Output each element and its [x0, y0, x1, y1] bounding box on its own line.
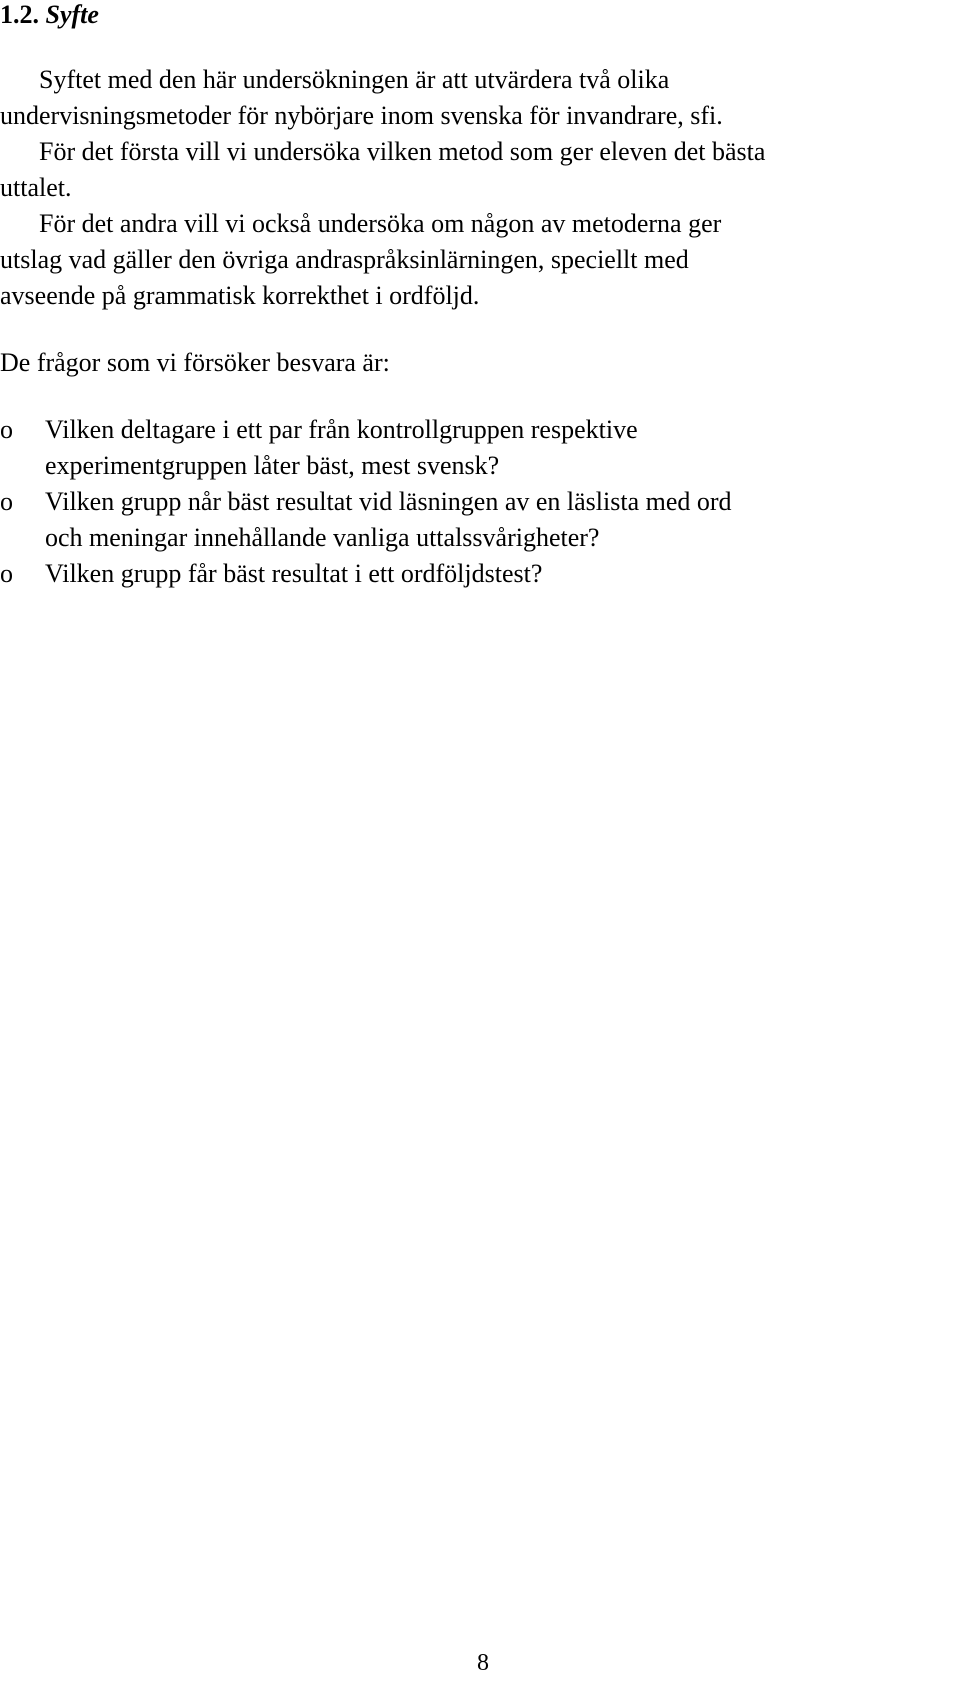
bullet-marker: o: [0, 559, 13, 588]
paragraph-line: undervisningsmetoder för nybörjare inom svenska för invandrare, sfi.: [0, 101, 723, 130]
question-text: experimentgruppen låter bäst, mest svensk?: [45, 451, 500, 480]
question-text: och meningar innehållande vanliga uttalssvårigheter?: [45, 523, 600, 552]
paragraph-line: För det andra vill vi också undersöka om någon av metoderna ger: [39, 209, 722, 238]
paragraph-line: För det första vill vi undersöka vilken metod som ger eleven det bästa: [39, 137, 766, 166]
section-number: 1.2.: [0, 0, 39, 29]
section-heading: [0, 0, 99, 32]
paragraph-line: utslag vad gäller den övriga andraspråksinlärningen, speciellt med: [0, 245, 689, 274]
question-text: Vilken grupp får bäst resultat i ett ordföljdstest?: [45, 559, 543, 588]
questions-intro: De frågor som vi försöker besvara är:: [0, 348, 390, 377]
page-number: 8: [477, 1650, 489, 1676]
question-text: Vilken grupp når bäst resultat vid läsningen av en läslista med ord: [45, 487, 732, 516]
bullet-marker: o: [0, 487, 13, 516]
paragraph-line: Syftet med den här undersökningen är att utvärdera två olika: [39, 65, 670, 94]
bullet-marker: o: [0, 415, 13, 444]
section-title: Syfte: [45, 0, 99, 29]
paragraph-line: uttalet.: [0, 173, 72, 202]
paragraph-line: avseende på grammatisk korrekthet i ordföljd.: [0, 281, 480, 310]
question-text: Vilken deltagare i ett par från kontrollgruppen respektive: [45, 415, 638, 444]
